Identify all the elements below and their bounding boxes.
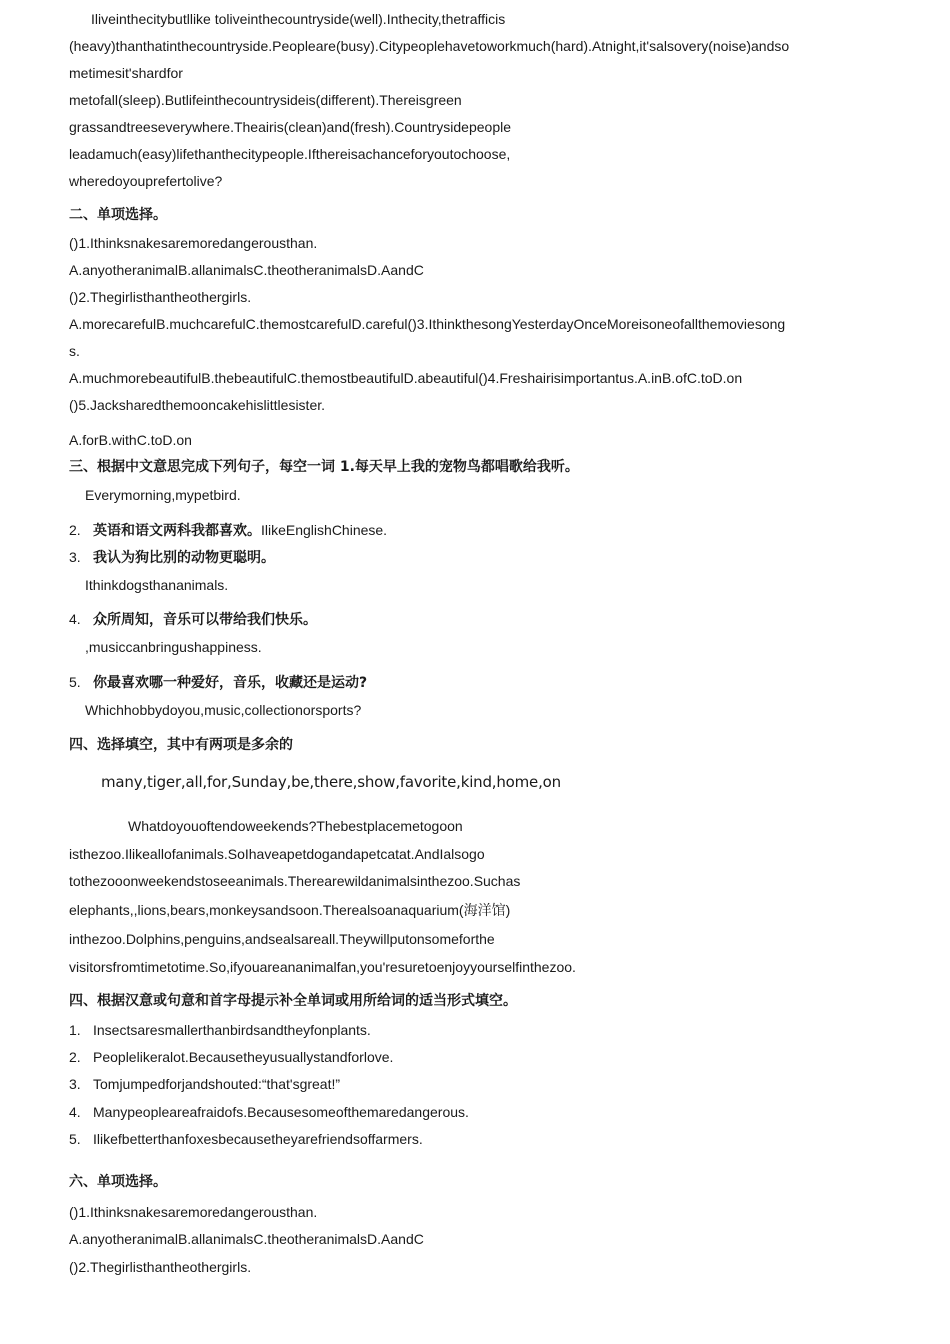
passage1-line: Iliveinthecitybutllike toliveinthecountryside(well).Inthecity,thetrafficis [91, 11, 506, 27]
options-line: A.anyotheranimalB.allanimalsC.theotheranimalsD.AandC [69, 1231, 424, 1247]
fill-item [69, 1130, 423, 1148]
fill-item [69, 1075, 340, 1093]
passage1-line: grassandtreeseverywhere.Theairis(clean)and(fresh).Countrysidepeople [69, 119, 511, 135]
item-number: 5. [69, 674, 81, 690]
passage2-line: tothezooonweekendstoseeanimals.Therearewildanimalsinthezoo.Suchas [69, 873, 521, 889]
item-number: 4. [69, 611, 81, 627]
item-text: Ilikefbetterthanfoxesbecausetheyarefriendsoffarmers. [93, 1131, 423, 1147]
translation-item [69, 610, 317, 629]
item-english: IlikeEnglishChinese. [261, 522, 388, 538]
section-heading: 四、选择填空，其中有两项是多余的 [69, 737, 293, 753]
question-line: ()5.Jacksharedthemooncakehislittlesister. [69, 397, 326, 413]
passage2-line: Whatdoyouoftendoweekends?Thebestplacemetogoon [128, 818, 463, 834]
question-line: ()2.Thegirlisthantheothergirls. [69, 1259, 252, 1275]
answer-line: Everymorning,mypetbird. [85, 487, 241, 503]
item-chinese: 众所周知，音乐可以带给我们快乐。 [93, 612, 317, 628]
passage1-line: wheredoyouprefertolive? [69, 173, 223, 189]
answer-line: ,musiccanbringushappiness. [85, 639, 262, 655]
options-line: A.muchmorebeautifulB.thebeautifulC.themostbeautifulD.abeautiful()4.Freshairisimportantus.A.inB.ofC.toD.on [69, 370, 743, 386]
passage2-line: elephants,,lions,bears,monkeysandsoon.Therealsoanaquarium(海洋馆) [69, 902, 511, 918]
item-chinese: 我认为狗比别的动物更聪明。 [93, 550, 275, 566]
item-number: 4. [69, 1104, 81, 1120]
section-heading: 二、单项选择。 [69, 207, 167, 223]
item-number: 1. [69, 1022, 81, 1038]
item-text: Manypeopleareafraidofs.Becausesomeofthemaredangerous. [93, 1104, 469, 1120]
passage1-line: metofall(sleep).Butlifeinthecountrysideis(different).Thereisgreen [69, 92, 462, 108]
fill-item [69, 1103, 469, 1121]
section-heading: 三、根据中文意思完成下列句子，每空一词 1.每天早上我的宠物鸟都唱歌给我听。 [69, 459, 579, 475]
passage2-line: visitorsfromtimetotime.So,ifyouareananimalfan,you'resuretoenjoyyourselfinthezoo. [69, 959, 576, 975]
passage2-line: inthezoo.Dolphins,penguins,andsealsareall.Theywillputonsomeforthe [69, 931, 495, 947]
question-line: ()1.Ithinksnakesaremoredangerousthan. [69, 235, 318, 251]
question-line: ()2.Thegirlisthantheothergirls. [69, 289, 252, 305]
section-heading: 六、单项选择。 [69, 1174, 167, 1190]
item-text: Insectsaresmallerthanbirdsandtheyfonplants. [93, 1022, 371, 1038]
item-number: 3. [69, 549, 81, 565]
passage1-line: leadamuch(easy)lifethanthecitypeople.Ifthereisachanceforyoutochoose, [69, 146, 511, 162]
item-number: 3. [69, 1076, 81, 1092]
item-text: Tomjumpedforjandshouted:“that'sgreat!” [93, 1076, 341, 1092]
fill-item [69, 1021, 371, 1039]
options-line: A.morecarefulB.muchcarefulC.themostcarefulD.careful()3.IthinkthesongYesterdayOnceMoreisoneofallthemoviesong [69, 316, 786, 332]
translation-item [69, 521, 387, 540]
fill-item [69, 1048, 393, 1066]
answer-line: Whichhobbydoyou,music,collectionorsports? [85, 702, 362, 718]
section-heading: 四、根据汉意或句意和首字母提示补全单词或用所给词的适当形式填空。 [69, 993, 517, 1009]
passage1-line: (heavy)thanthatinthecountryside.Peopleare(busy).Citypeoplehavetoworkmuch(hard).Atnight,it'salsovery(noise)andso [69, 38, 790, 54]
passage1-line: metimesit'shardfor [69, 65, 183, 81]
translation-item [69, 548, 275, 567]
passage2-line: isthezoo.Ilikeallofanimals.SoIhaveapetdogandapetcatat.AndIalsogo [69, 846, 485, 862]
question-line: ()1.Ithinksnakesaremoredangerousthan. [69, 1204, 318, 1220]
answer-line: Ithinkdogsthananimals. [85, 577, 229, 593]
options-line: s. [69, 343, 80, 359]
item-number: 5. [69, 1131, 81, 1147]
item-number: 2. [69, 1049, 81, 1065]
item-text: Peoplelikeralot.Becausetheyusuallystandforlove. [93, 1049, 394, 1065]
options-line: A.forB.withC.toD.on [69, 432, 192, 448]
item-number: 2. [69, 522, 81, 538]
word-bank: many,tiger,all,for,Sunday,be,there,show,favorite,kind,home,on [101, 773, 561, 791]
options-line: A.anyotheranimalB.allanimalsC.theotheranimalsD.AandC [69, 262, 424, 278]
translation-item [69, 673, 367, 692]
item-chinese: 你最喜欢哪一种爱好，音乐，收藏还是运动? [93, 675, 368, 691]
item-chinese: 英语和语文两科我都喜欢。 [93, 523, 261, 539]
